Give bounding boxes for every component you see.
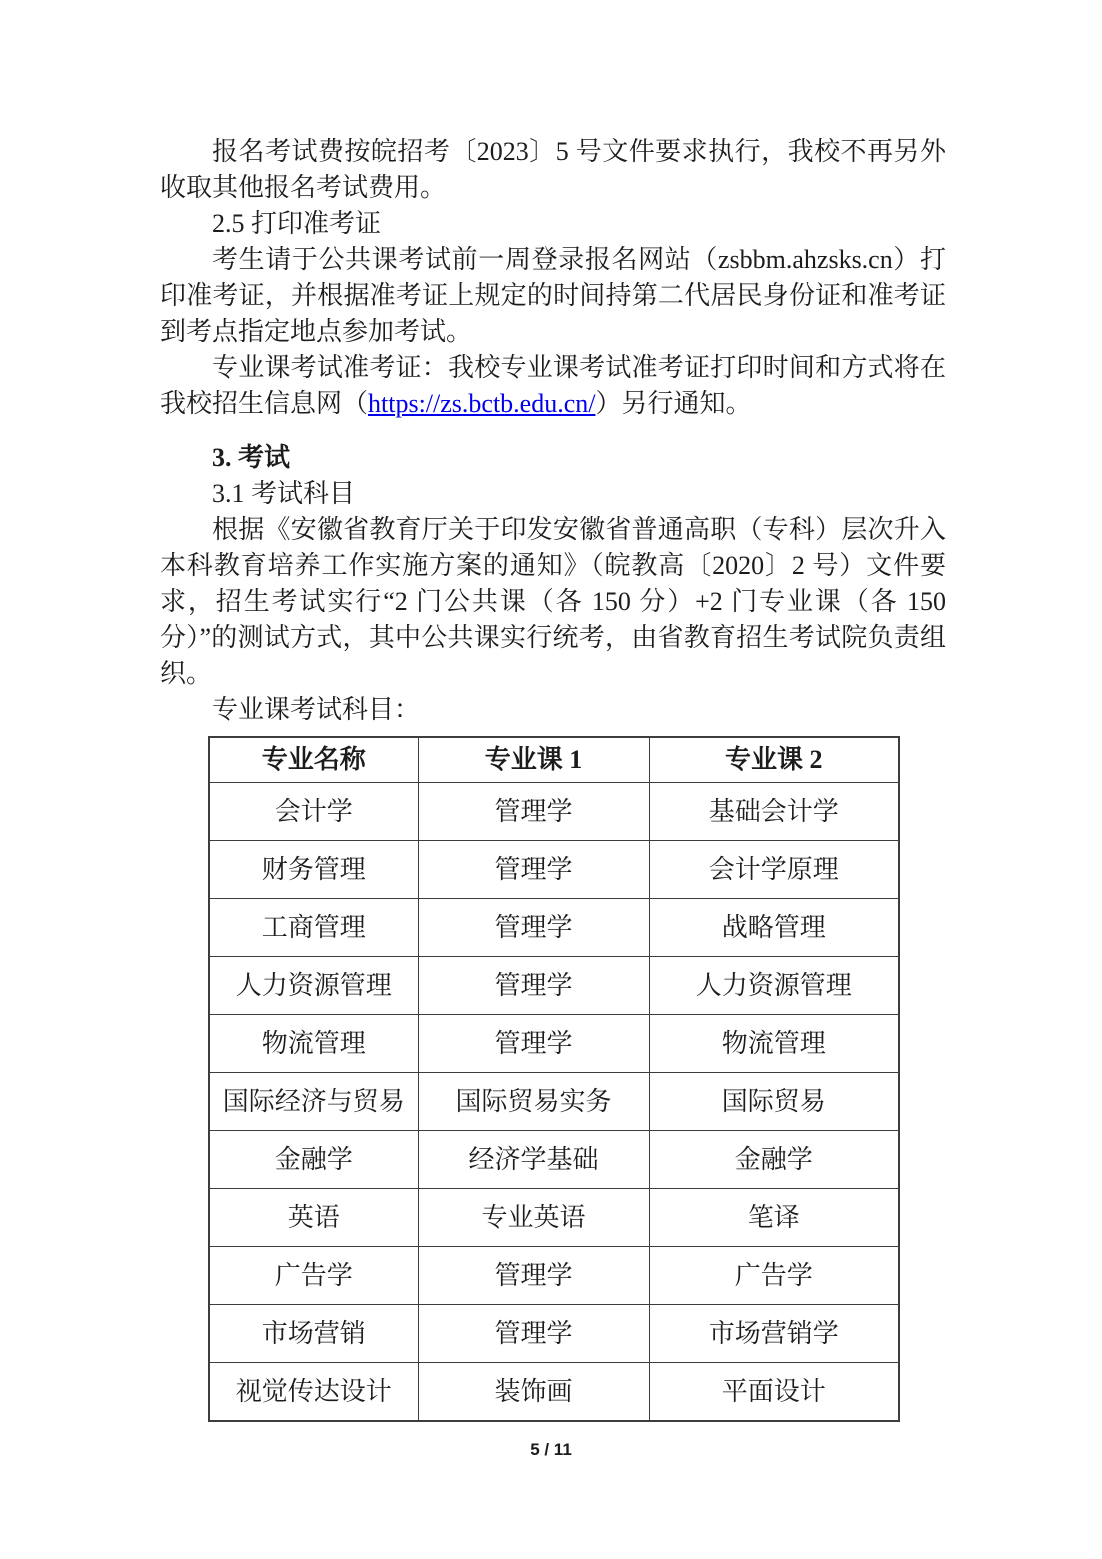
table-cell: 会计学 — [209, 783, 418, 841]
subjects-table-head — [209, 737, 899, 783]
table-row — [209, 1131, 899, 1189]
table-header-course-1: 专业课 1 — [418, 737, 649, 783]
heading-section-exam: 3. 考试 — [212, 443, 291, 472]
table-cell: 管理学 — [418, 841, 649, 899]
page-number: 5 / 11 — [530, 1440, 572, 1459]
table-cell: 会计学原理 — [649, 841, 899, 899]
table-cell: 财务管理 — [209, 841, 418, 899]
table-cell: 人力资源管理 — [209, 957, 418, 1015]
heading-print-ticket: 2.5 打印准考证 — [212, 209, 382, 238]
table-cell: 视觉传达设计 — [209, 1363, 418, 1422]
subjects-table — [208, 736, 900, 1422]
table-header-major-name: 专业名称 — [209, 737, 418, 783]
table-row — [209, 1363, 899, 1422]
heading-exam-subjects: 3.1 考试科目 — [212, 479, 356, 508]
table-cell: 平面设计 — [649, 1363, 899, 1422]
major-ticket-text-after-link: ）另行通知。 — [595, 389, 752, 418]
table-cell: 管理学 — [418, 1247, 649, 1305]
paragraph-table-intro: 专业课考试科目： — [212, 695, 421, 724]
paragraph-public-course-ticket: 考生请于公共课考试前一周登录报名网站（zsbbm.ahzsks.cn）打印准考证，并根据准考证上规定的时间持第二代居民身份证和准考证到考点指定地点参加考试。 — [160, 245, 946, 346]
table-cell: 国际经济与贸易 — [209, 1073, 418, 1131]
table-cell: 英语 — [209, 1189, 418, 1247]
paragraph-exam-fee: 报名考试费按皖招考〔2023〕5 号文件要求执行，我校不再另外收取其他报名考试费用。 — [160, 137, 946, 202]
table-cell: 笔译 — [649, 1189, 899, 1247]
table-cell: 管理学 — [418, 957, 649, 1015]
table-cell: 市场营销学 — [649, 1305, 899, 1363]
table-row — [209, 1189, 899, 1247]
table-cell: 管理学 — [418, 899, 649, 957]
subjects-table-body — [209, 783, 899, 1422]
table-cell: 金融学 — [649, 1131, 899, 1189]
table-row — [209, 783, 899, 841]
table-cell: 专业英语 — [418, 1189, 649, 1247]
table-cell: 广告学 — [649, 1247, 899, 1305]
table-row — [209, 841, 899, 899]
table-row — [209, 1305, 899, 1363]
table-cell: 国际贸易实务 — [418, 1073, 649, 1131]
document-content — [160, 134, 946, 1422]
table-cell: 物流管理 — [649, 1015, 899, 1073]
table-row — [209, 1015, 899, 1073]
table-cell: 经济学基础 — [418, 1131, 649, 1189]
table-row — [209, 957, 899, 1015]
paragraph-major-course-ticket — [160, 350, 946, 422]
table-header-row — [209, 737, 899, 783]
major-ticket-text-before-link: 专业课考试准考证：我校专业课考试准考证打印时间和方式将在我校招生信息网（ — [160, 353, 946, 418]
table-cell: 金融学 — [209, 1131, 418, 1189]
table-cell: 管理学 — [418, 1015, 649, 1073]
admissions-site-link[interactable]: https://zs.bctb.edu.cn/ — [368, 389, 596, 418]
table-cell: 基础会计学 — [649, 783, 899, 841]
table-cell: 装饰画 — [418, 1363, 649, 1422]
table-row — [209, 1073, 899, 1131]
table-cell: 国际贸易 — [649, 1073, 899, 1131]
table-cell: 战略管理 — [649, 899, 899, 957]
table-cell: 工商管理 — [209, 899, 418, 957]
paragraph-exam-policy: 根据《安徽省教育厅关于印发安徽省普通高职（专科）层次升入本科教育培养工作实施方案的通知》（皖教高〔2020〕2 号）文件要求，招生考试实行“2 门公共课（各 150 分）+2 门专业课（各 150 分）”的测试方式，其中公共课实行统考，由省教育招生考试院负责组织。 — [160, 515, 946, 688]
table-cell: 管理学 — [418, 783, 649, 841]
table-cell: 人力资源管理 — [649, 957, 899, 1015]
table-cell: 市场营销 — [209, 1305, 418, 1363]
table-cell: 广告学 — [209, 1247, 418, 1305]
table-header-course-2: 专业课 2 — [649, 737, 899, 783]
table-cell: 管理学 — [418, 1305, 649, 1363]
table-cell: 物流管理 — [209, 1015, 418, 1073]
table-row — [209, 899, 899, 957]
table-row — [209, 1247, 899, 1305]
